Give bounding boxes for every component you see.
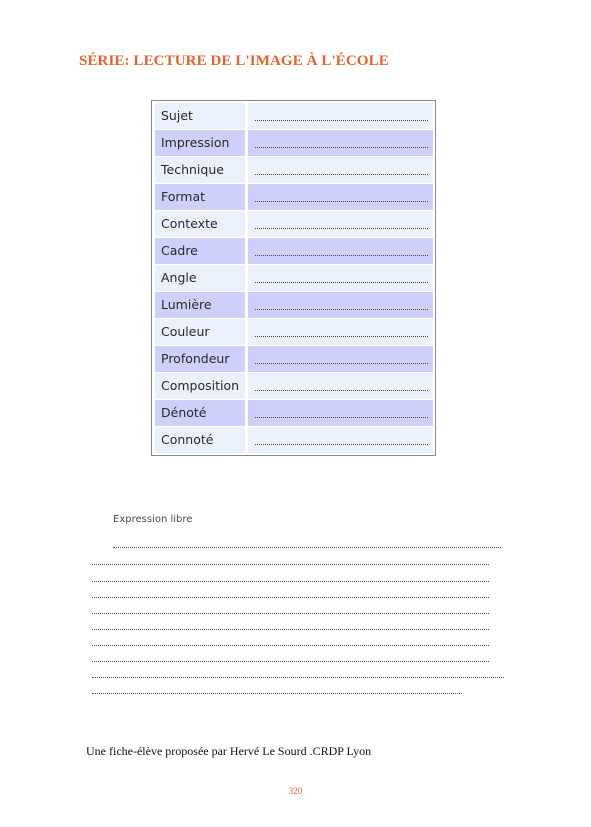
- writing-line: [92, 629, 489, 630]
- answer-field-couleur[interactable]: [248, 319, 433, 345]
- page-title: SÉRIE: LECTURE DE L'IMAGE À L'ÉCOLE: [79, 53, 389, 69]
- row-label-angle: Angle: [155, 265, 245, 291]
- answer-field-sujet[interactable]: [248, 103, 433, 129]
- answer-field-cadre[interactable]: [248, 238, 433, 264]
- answer-field-composition[interactable]: [248, 373, 433, 399]
- writing-line: [113, 547, 501, 548]
- table-row: [155, 373, 435, 399]
- page-number: 320: [288, 786, 303, 796]
- analysis-table: [151, 100, 436, 456]
- table-row: [155, 427, 435, 453]
- answer-field-format[interactable]: [248, 184, 433, 210]
- table-row: [155, 319, 435, 345]
- table-row: [155, 400, 435, 426]
- answer-field-contexte[interactable]: [248, 211, 433, 237]
- answer-field-profondeur[interactable]: [248, 346, 433, 372]
- expression-libre-label: Expression libre: [113, 514, 193, 525]
- writing-line: [92, 597, 489, 598]
- answer-field-impression[interactable]: [248, 130, 433, 156]
- table-row: [155, 265, 435, 291]
- writing-line: [92, 693, 462, 694]
- writing-line: [92, 645, 489, 646]
- row-label-format: Format: [155, 184, 245, 210]
- writing-line: [92, 677, 504, 678]
- answer-field-angle[interactable]: [248, 265, 433, 291]
- row-label-profondeur: Profondeur: [155, 346, 245, 372]
- row-label-cadre: Cadre: [155, 238, 245, 264]
- row-label-couleur: Couleur: [155, 319, 245, 345]
- table-row: [155, 292, 435, 318]
- answer-field-technique[interactable]: [248, 157, 433, 183]
- row-label-sujet: Sujet: [155, 103, 245, 129]
- row-label-technique: Technique: [155, 157, 245, 183]
- writing-line: [92, 564, 489, 565]
- row-label-lumiere: Lumière: [155, 292, 245, 318]
- writing-line: [92, 613, 489, 614]
- table-row: [155, 157, 435, 183]
- table-row: [155, 103, 435, 129]
- table-row: [155, 346, 435, 372]
- footer-credit: Une fiche-élève proposée par Hervé Le Sourd .CRDP Lyon: [86, 744, 372, 758]
- answer-field-denote[interactable]: [248, 400, 433, 426]
- writing-line: [92, 661, 489, 662]
- row-label-connote: Connoté: [155, 427, 245, 453]
- answer-field-connote[interactable]: [248, 427, 433, 453]
- table-row: [155, 184, 435, 210]
- writing-line: [92, 581, 489, 582]
- row-label-denote: Dénoté: [155, 400, 245, 426]
- row-label-composition: Composition: [155, 373, 245, 399]
- table-row: [155, 238, 435, 264]
- answer-field-lumiere[interactable]: [248, 292, 433, 318]
- row-label-contexte: Contexte: [155, 211, 245, 237]
- row-label-impression: Impression: [155, 130, 245, 156]
- table-row: [155, 211, 435, 237]
- table-row: [155, 130, 435, 156]
